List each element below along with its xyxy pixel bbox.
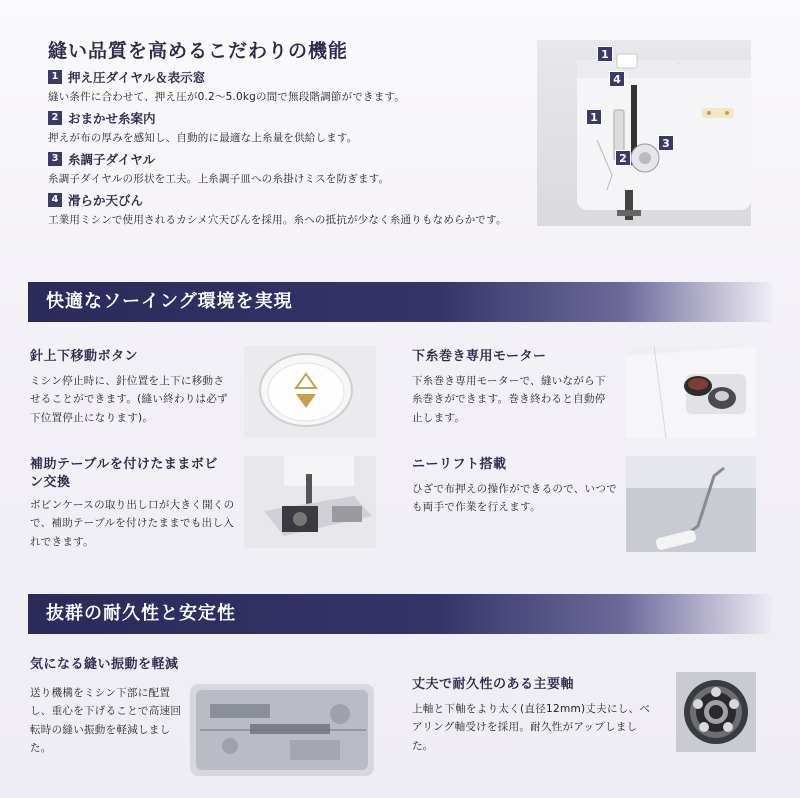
feature-item xyxy=(48,109,357,145)
section-title: 縫い品質を高めるこだわりの機能 xyxy=(48,40,349,62)
section-banner: 快適なソーイング環境を実現 xyxy=(28,282,772,322)
needle-button-photo xyxy=(244,346,376,438)
item-title: 補助テーブルを付けたままボビン交換 xyxy=(30,457,218,490)
feature-item xyxy=(48,150,389,186)
section-banner: 抜群の耐久性と安定性 xyxy=(28,594,772,634)
sewing-machine-photo xyxy=(537,40,751,226)
number-badge: 4 xyxy=(48,193,62,207)
feature-title: 押え圧ダイヤル＆表示窓 xyxy=(68,70,206,85)
feature-description: 糸調子ダイヤルの形状を工夫。上糸調子皿への糸掛けミスを防ぎます。 xyxy=(48,173,390,185)
feature-item xyxy=(48,68,405,104)
knee-lift-photo xyxy=(626,456,756,552)
photo-badge: 2 xyxy=(615,150,631,166)
photo-badge: 4 xyxy=(609,71,625,87)
item-description: 上軸と下軸をより太く(直径12mm)丈夫にし、ベアリング軸受けを採用。耐久性がアップしました。 xyxy=(412,703,651,752)
photo-badge: 3 xyxy=(658,135,674,151)
item-description: 送り機構をミシン下部に配置し、重心を下げることで高速回転時の縫い振動を軽減しました。 xyxy=(30,687,182,755)
number-badge: 3 xyxy=(48,152,62,166)
feature-title: 滑らか天びん xyxy=(68,193,144,208)
feature-title: おまかせ糸案内 xyxy=(68,111,156,126)
sewing-machine-image xyxy=(537,40,751,226)
bobbin-winder-photo xyxy=(626,346,756,438)
svg-text:·: · xyxy=(677,61,679,68)
item-description: ひざで布押えの操作ができるので、いつでも両手で作業を行えます。 xyxy=(412,483,617,514)
feature-title: 糸調子ダイヤル xyxy=(68,152,156,167)
photo-badge: 1 xyxy=(597,46,613,62)
bobbin-exchange-photo xyxy=(244,456,376,548)
bearing-photo xyxy=(676,672,756,752)
item-title: ニーリフト搭載 xyxy=(412,457,507,472)
photo-badge: 1 xyxy=(586,109,602,125)
item-description: 下糸巻き専用モーターで、縫いながら下糸巻きができます。巻き終わると自動停止します。 xyxy=(412,375,606,424)
number-badge: 2 xyxy=(48,111,62,125)
item-description: ミシン停止時に、針位置を上下に移動させることができます。(縫い終わりは必ず下位置停止になります)。 xyxy=(30,375,228,424)
item-title: 針上下移動ボタン xyxy=(30,349,139,364)
item-title: 気になる縫い振動を軽減 xyxy=(30,657,179,672)
item-title: 下糸巻き専用モーター xyxy=(412,349,547,364)
item-title: 丈夫で耐久性のある主要軸 xyxy=(412,677,575,692)
feature-description: 押えが布の厚みを感知し、自動的に最適な上糸量を供給します。 xyxy=(48,132,358,144)
number-badge: 1 xyxy=(48,70,62,84)
feature-item xyxy=(48,191,507,227)
feature-description: 工業用ミシンで使用されるカシメ穴天びんを採用。糸への抵抗が少なく糸通りもなめらかです。 xyxy=(48,214,507,226)
feature-description: 縫い条件に合わせて、押え圧が0.2〜5.0kgの間で無段階調節ができます。 xyxy=(48,91,405,103)
item-description: ボビンケースの取り出し口が大きく開くので、補助テーブルを付けたままでも出し入れできます。 xyxy=(30,499,235,548)
feed-mechanism-photo xyxy=(190,684,374,776)
